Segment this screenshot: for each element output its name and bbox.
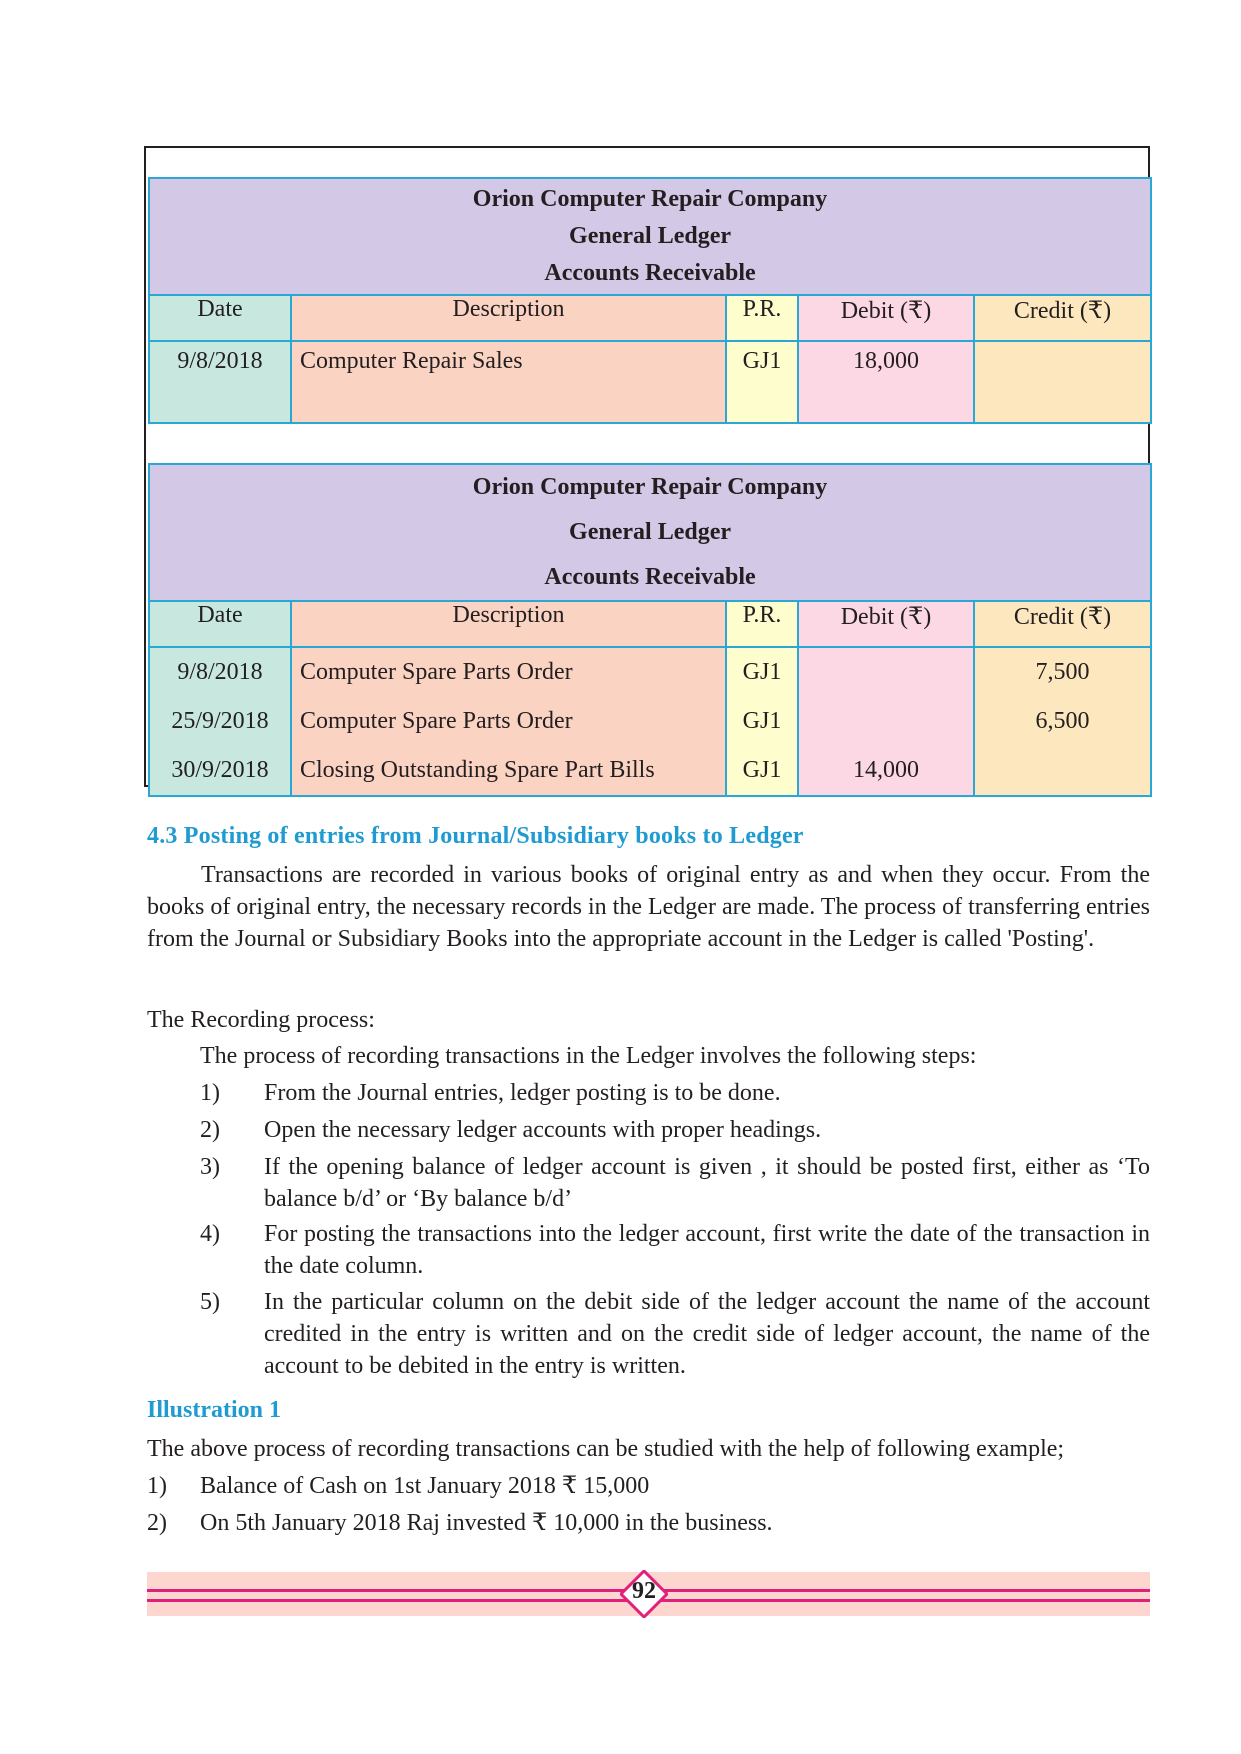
col-description: Description <box>291 601 726 647</box>
col-debit: Debit (₹) <box>798 295 974 341</box>
step-text: If the opening balance of ledger account is given , it should be posted first, either as ‘To balance b/d’ or ‘By balance b/d’ <box>264 1154 1150 1212</box>
col-pr: P.R. <box>726 601 798 647</box>
cell-credits <box>974 647 1151 796</box>
table-row <box>149 647 1151 796</box>
ledger-table-1 <box>148 177 1152 424</box>
section-paragraph: Transactions are recorded in various books of original entry as and when they occur. From the books of original entry, the necessary records in the Ledger are made. The process of transferring entries from the Journal or Subsidiary Books into the appropriate account in the Ledger is called 'Posting'. <box>147 862 1150 952</box>
cell-pr: GJ1 <box>742 757 782 783</box>
ledger-name: General Ledger <box>569 519 731 545</box>
ledger-table-2 <box>148 463 1152 797</box>
ledger-header <box>149 178 1151 295</box>
column-headers <box>149 295 1151 341</box>
step-number: 4) <box>200 1221 220 1247</box>
company-name: Orion Computer Repair Company <box>472 474 828 500</box>
cell-debit: 18,000 <box>798 341 974 423</box>
company-name: Orion Computer Repair Company <box>472 186 828 212</box>
page-number: 92 <box>632 1578 656 1604</box>
cell-debit <box>807 648 965 697</box>
table-row <box>149 341 1151 423</box>
step-text: From the Journal entries, ledger posting is to be done. <box>264 1080 781 1106</box>
cell-pr: GJ1 <box>742 708 782 734</box>
item-text: Balance of Cash on 1st January 2018 ₹ 15,000 <box>200 1473 650 1499</box>
cell-date: 30/9/2018 <box>171 757 269 783</box>
item-number: 1) <box>147 1473 167 1499</box>
account-name: Accounts Receivable <box>544 260 756 286</box>
cell-dates <box>149 647 291 796</box>
item-number: 2) <box>147 1510 167 1536</box>
step-text: In the particular column on the debit side of the ledger account the name of the account credited in the entry is written and on the credit side of ledger account, the name of the account to be debited in the entry is written. <box>264 1289 1150 1379</box>
cell-pr: GJ1 <box>742 659 782 685</box>
cell-descriptions <box>291 647 726 796</box>
col-date: Date <box>149 295 291 341</box>
col-date: Date <box>149 601 291 647</box>
cell-credit <box>983 746 1142 795</box>
cell-description: Computer Repair Sales <box>291 341 726 423</box>
item-text: On 5th January 2018 Raj invested ₹ 10,000 in the business. <box>200 1510 773 1536</box>
illustration-intro: The above process of recording transactions can be studied with the help of following example; <box>147 1436 1065 1462</box>
column-headers <box>149 601 1151 647</box>
ledger-header <box>149 464 1151 601</box>
section-title: 4.3 Posting of entries from Journal/Subsidiary books to Ledger <box>147 823 804 849</box>
cell-credit: 6,500 <box>1035 708 1090 734</box>
step-number: 5) <box>200 1289 220 1315</box>
col-pr: P.R. <box>726 295 798 341</box>
col-debit: Debit (₹) <box>798 601 974 647</box>
step-number: 3) <box>200 1154 220 1180</box>
step-text: Open the necessary ledger accounts with proper headings. <box>264 1117 822 1143</box>
cell-description: Closing Outstanding Spare Part Bills <box>300 757 655 783</box>
step-number: 1) <box>200 1080 220 1106</box>
steps-intro: The process of recording transactions in the Ledger involves the following steps: <box>200 1043 977 1069</box>
cell-pr: GJ1 <box>726 341 798 423</box>
cell-debit: 14,000 <box>853 757 919 783</box>
cell-debits <box>798 647 974 796</box>
col-description: Description <box>291 295 726 341</box>
col-credit: Credit (₹) <box>974 295 1151 341</box>
col-credit: Credit (₹) <box>974 601 1151 647</box>
cell-date: 9/8/2018 <box>177 659 263 685</box>
cell-date: 9/8/2018 <box>149 341 291 423</box>
cell-date: 25/9/2018 <box>171 708 269 734</box>
cell-description: Computer Spare Parts Order <box>300 708 573 734</box>
account-name: Accounts Receivable <box>544 564 756 590</box>
step-text: For posting the transactions into the ledger account, first write the date of the transaction in the date column. <box>264 1221 1150 1279</box>
illustration-title: Illustration 1 <box>147 1397 282 1423</box>
step-number: 2) <box>200 1117 220 1143</box>
cell-description: Computer Spare Parts Order <box>300 659 573 685</box>
cell-prs <box>726 647 798 796</box>
recording-heading: The Recording process: <box>147 1007 375 1033</box>
cell-debit <box>807 697 965 746</box>
cell-credit <box>974 341 1151 423</box>
cell-credit: 7,500 <box>1035 659 1090 685</box>
ledger-name: General Ledger <box>569 223 731 249</box>
